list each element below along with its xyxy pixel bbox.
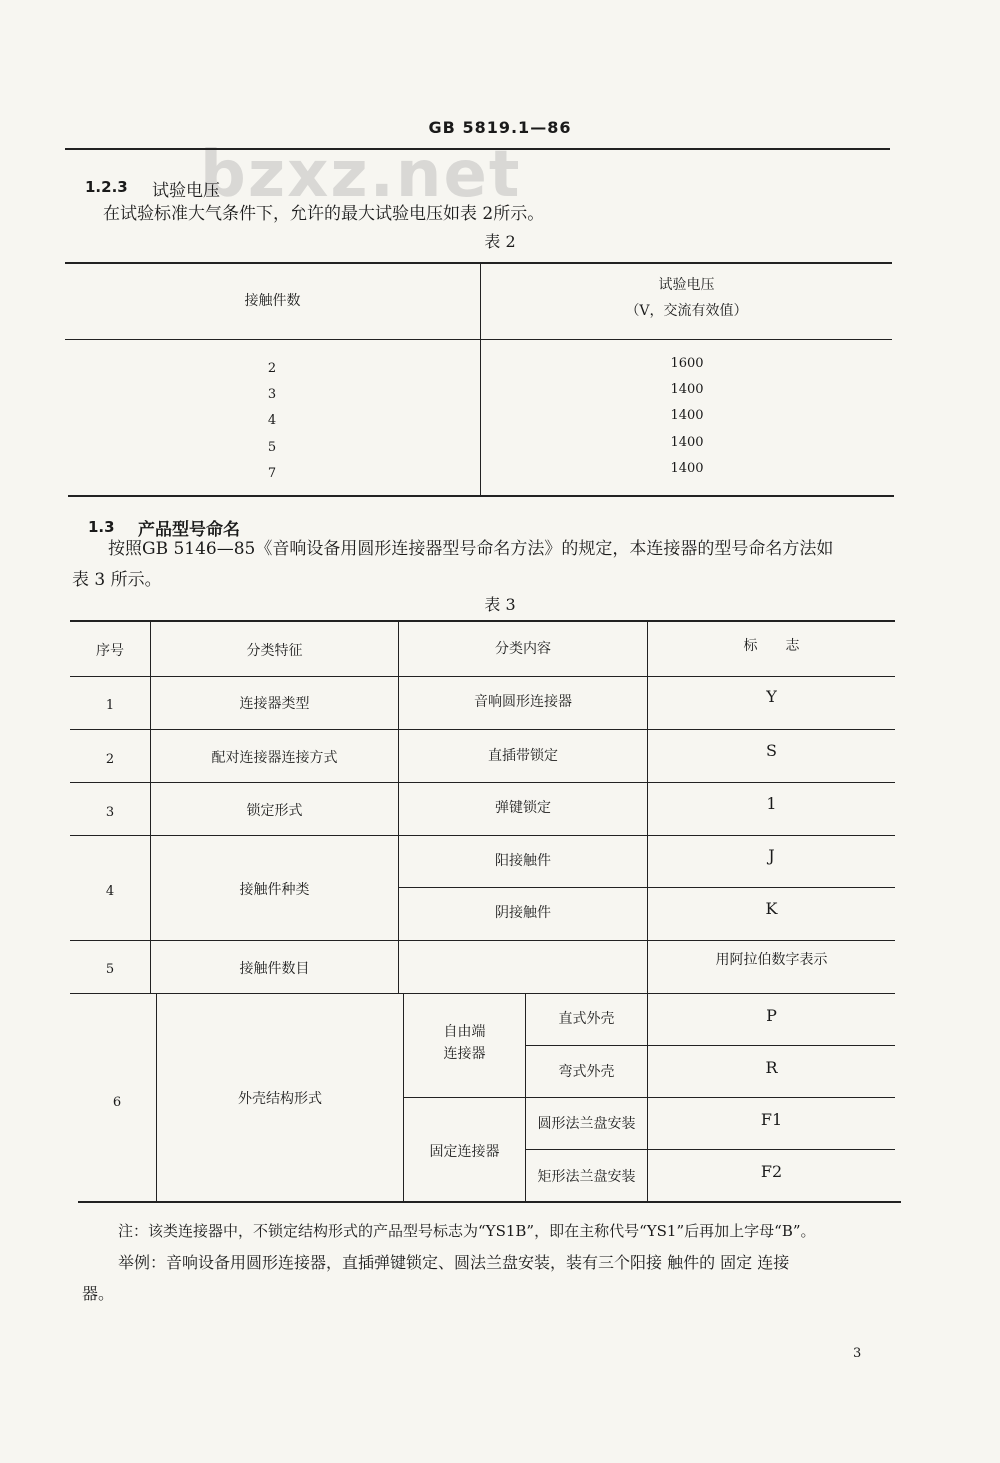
table3-row-mark: S xyxy=(766,740,777,760)
table3-row-feature: 锁定形式 xyxy=(246,803,303,819)
table3-rule xyxy=(70,940,895,941)
table3-header-content: 分类内容 xyxy=(495,641,551,657)
table3-row-feature: 连接器类型 xyxy=(239,696,310,712)
table3-row-feature: 外壳结构形式 xyxy=(238,1091,322,1107)
table3-row-content: 弹键锁定 xyxy=(495,800,551,816)
table2-bottom-rule xyxy=(68,495,894,497)
table2-header-voltage-unit: （V，交流有效值） xyxy=(625,303,748,319)
table3-group-free-line1: 自由端 xyxy=(443,1024,486,1040)
table3-header-mark: 标 志 xyxy=(743,638,800,654)
section-1-2-3-text: 在试验标准大气条件下，允许的最大试验电压如表 2所示。 xyxy=(103,204,545,224)
table3-caption: 表 3 xyxy=(484,595,516,614)
table3-rule xyxy=(70,993,895,994)
table3-row-no: 3 xyxy=(105,804,115,820)
table3-row-content: 直插带锁定 xyxy=(488,748,558,764)
table3-row-no: 4 xyxy=(105,883,115,899)
table3-rule xyxy=(70,676,895,677)
table3-note: 注：该类连接器中，不锁定结构形式的产品型号标志为“YS1B”，即在主称代号“YS1”后再加上字母“B”。 xyxy=(118,1222,816,1240)
table3-row-feature: 接触件种类 xyxy=(239,882,310,898)
table3-header-feature: 分类特征 xyxy=(246,643,303,659)
table3-row-content: 阴接触件 xyxy=(495,905,551,921)
table3-row-mark: 1 xyxy=(766,793,777,813)
table3-row-content: 阳接触件 xyxy=(495,853,551,869)
section-1-3-title: 产品型号命名 xyxy=(138,520,240,540)
table3-row-feature: 接触件数目 xyxy=(239,961,310,977)
table3-row-feature: 配对连接器连接方式 xyxy=(211,750,338,766)
table3-row-mark: J xyxy=(768,845,775,865)
table2-voltage-value: 1400 xyxy=(670,460,704,476)
table2-caption: 表 2 xyxy=(484,232,516,251)
section-1-3-text-line2: 表 3 所示。 xyxy=(72,570,162,590)
table2-contacts-value: 5 xyxy=(267,439,277,455)
table3-row-content: 矩形法兰盘安装 xyxy=(537,1169,636,1185)
table3-header-no: 序号 xyxy=(96,643,124,659)
section-1-2-3-number: 1.2.3 xyxy=(85,178,128,196)
table3-bottom-rule xyxy=(78,1201,901,1203)
table2-voltage-value: 1400 xyxy=(670,407,704,423)
table2-voltage-value: 1600 xyxy=(670,355,704,371)
table2-voltage-value: 1400 xyxy=(670,434,704,450)
table3-rule xyxy=(525,1045,895,1046)
table2-contacts-value: 2 xyxy=(267,360,277,376)
table2-voltage-value: 1400 xyxy=(670,381,704,397)
table2-top-rule xyxy=(65,262,892,264)
table2-header-voltage: 试验电压 xyxy=(658,277,715,293)
table3-row-no: 5 xyxy=(105,961,115,977)
table3-rule xyxy=(525,1149,895,1150)
table3-row-mark: 用阿拉伯数字表示 xyxy=(715,952,828,968)
table3-row-no: 6 xyxy=(112,1094,122,1110)
table3-rule xyxy=(403,1097,895,1098)
table2-header-rule xyxy=(65,339,892,340)
table3-rule xyxy=(70,782,895,783)
table3-row-content xyxy=(399,950,647,980)
table2-contacts-value: 4 xyxy=(267,412,277,428)
table3-row-mark: R xyxy=(765,1057,778,1077)
table3-row-mark: F2 xyxy=(760,1161,783,1181)
section-1-3-text-line1: 按照GB 5146—85《音响设备用圆形连接器型号命名方法》的规定，本连接器的型号命名方法如 xyxy=(108,539,834,559)
page-number: 3 xyxy=(853,1346,862,1361)
table3-group-free-line2: 连接器 xyxy=(443,1046,486,1062)
table3-row-mark: K xyxy=(765,898,778,918)
example-line1: 举例：音响设备用圆形连接器，直插弹键锁定、圆法兰盘安装，装有三个阳接 触件的 固定 连接 xyxy=(118,1253,790,1272)
table2-header-contacts: 接触件数 xyxy=(244,293,301,309)
table3-row-content: 音响圆形连接器 xyxy=(474,694,572,710)
watermark: bzxz.net xyxy=(200,138,522,212)
table3-row-mark: Y xyxy=(766,686,777,706)
table3-row-no: 1 xyxy=(105,697,115,713)
table3-rule xyxy=(70,835,895,836)
header-rule xyxy=(65,148,890,150)
section-1-3-number: 1.3 xyxy=(88,518,115,536)
table3-row-content: 直式外壳 xyxy=(558,1011,615,1027)
section-1-2-3-title: 试验电压 xyxy=(152,181,220,201)
table2-contacts-value: 7 xyxy=(267,465,277,481)
table3-row-mark: P xyxy=(766,1005,777,1025)
table3-rule xyxy=(70,729,895,730)
table2-contacts-value: 3 xyxy=(267,386,277,402)
table3-row-no: 2 xyxy=(105,751,115,767)
example-line2: 器。 xyxy=(82,1284,115,1303)
table3-row-content: 圆形法兰盘安装 xyxy=(537,1116,636,1132)
document-header-title: GB 5819.1—86 xyxy=(428,118,572,137)
table3-group-fixed: 固定连接器 xyxy=(429,1144,500,1160)
table3-row-mark: F1 xyxy=(760,1109,783,1129)
table3-top-rule xyxy=(70,620,895,622)
table3-row-content: 弯式外壳 xyxy=(558,1064,615,1080)
